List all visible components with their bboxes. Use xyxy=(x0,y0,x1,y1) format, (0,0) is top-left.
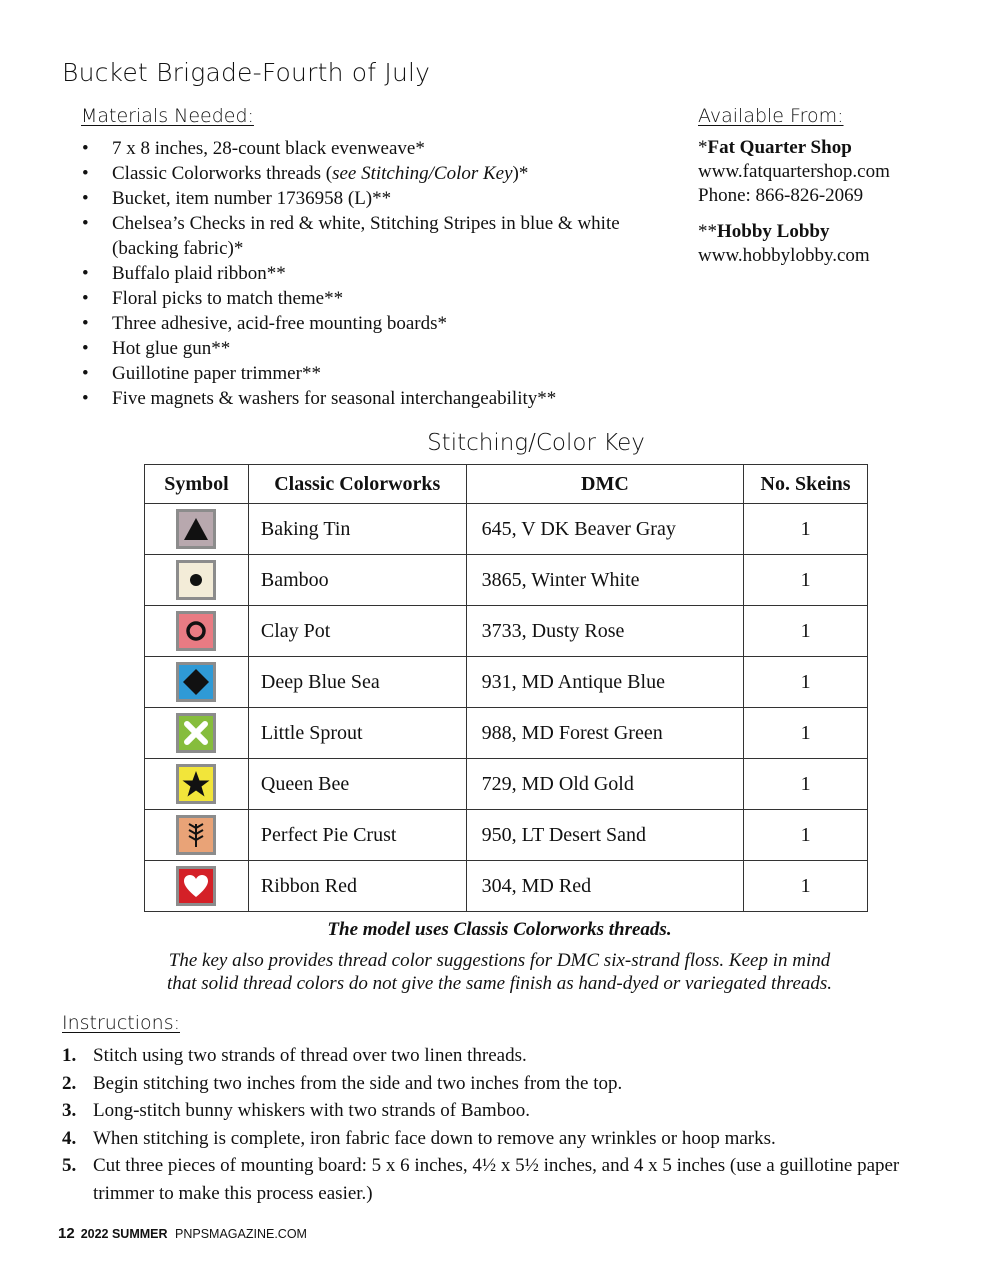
color-key-table xyxy=(144,464,868,912)
bullet-icon: • xyxy=(82,163,89,184)
dmc-color: 988, MD Forest Green xyxy=(466,708,744,759)
skein-count: 1 xyxy=(744,810,868,861)
instructions-list xyxy=(62,1042,962,1207)
bullet-icon: • xyxy=(82,188,89,209)
list-item: • Hot glue gun** xyxy=(82,338,231,359)
vendor2-url[interactable]: www.hobbylobby.com xyxy=(698,245,870,266)
list-item: • Guillotine paper trimmer** xyxy=(82,363,321,384)
dmc-color: 3733, Dusty Rose xyxy=(466,606,744,657)
list-item: • Chelsea’s Checks in red & white, Stitching Stripes in blue & white (backing fabric)* xyxy=(82,213,620,259)
thread-name: Ribbon Red xyxy=(248,861,466,912)
bullet-icon: • xyxy=(82,288,89,309)
list-item: • Floral picks to match theme** xyxy=(82,288,344,309)
skein-count: 1 xyxy=(744,657,868,708)
column-header-symbol: Symbol xyxy=(145,465,249,504)
dmc-color: 3865, Winter White xyxy=(466,555,744,606)
site-label: PNPSMAGAZINE.COM xyxy=(175,1227,307,1241)
materials-list xyxy=(82,136,682,411)
materials-item-threads: Classic Colorworks threads (see Stitching/Color Key)* xyxy=(112,163,529,184)
list-item: 5. Cut three pieces of mounting board: 5 x 6 inches, 4½ x 5½ inches, and 4 x 5 inches (use a guillotine paper trimmer to make this process easier.) xyxy=(62,1155,900,1204)
thread-name: Baking Tin xyxy=(248,504,466,555)
list-item: • Three adhesive, acid-free mounting boards* xyxy=(82,313,448,334)
list-item: • Bucket, item number 1736958 (L)** xyxy=(82,188,392,209)
table-row xyxy=(145,555,868,606)
bullet-icon: • xyxy=(82,388,89,409)
bullet-icon: • xyxy=(82,313,89,334)
materials-heading: Materials Needed: xyxy=(81,105,254,127)
thread-name: Little Sprout xyxy=(248,708,466,759)
heart-icon xyxy=(176,866,216,906)
page-title: Bucket Brigade-Fourth of July xyxy=(62,58,431,87)
issue-label: 2022 SUMMER xyxy=(80,1227,168,1241)
star-icon xyxy=(176,764,216,804)
bullet-icon: • xyxy=(82,138,89,159)
list-item: • 7 x 8 inches, 28-count black evenweave* xyxy=(82,138,425,159)
list-item xyxy=(82,161,682,186)
bullet-icon: • xyxy=(82,263,89,284)
thread-name: Queen Bee xyxy=(248,759,466,810)
vendor1-url[interactable]: www.fatquartershop.com xyxy=(698,161,890,182)
ring-icon xyxy=(176,611,216,651)
bullet-icon: • xyxy=(82,338,89,359)
model-note: The model uses Classis Colorworks threads. xyxy=(327,919,672,940)
diamond-icon xyxy=(176,662,216,702)
list-item: 4. When stitching is complete, iron fabric face down to remove any wrinkles or hoop marks. xyxy=(62,1127,776,1149)
dmc-color: 304, MD Red xyxy=(466,861,744,912)
thread-name: Deep Blue Sea xyxy=(248,657,466,708)
dmc-note xyxy=(0,949,999,995)
table-header-row xyxy=(145,465,868,504)
page-footer xyxy=(58,1225,307,1242)
skein-count: 1 xyxy=(744,759,868,810)
list-item: 3. Long-stitch bunny whiskers with two strands of Bamboo. xyxy=(62,1100,530,1121)
column-header-dmc: DMC xyxy=(466,465,744,504)
column-header-classic-colorworks: Classic Colorworks xyxy=(248,465,466,504)
vendor1-name: *Fat Quarter Shop xyxy=(698,137,852,158)
list-item: • Buffalo plaid ribbon** xyxy=(82,263,286,284)
vendor1-phone: Phone: 866-826-2069 xyxy=(698,185,864,206)
skein-count: 1 xyxy=(744,606,868,657)
column-header-skeins: No. Skeins xyxy=(744,465,868,504)
vendor-info xyxy=(698,136,890,268)
available-heading: Available From: xyxy=(698,105,844,127)
skein-count: 1 xyxy=(744,555,868,606)
dmc-color: 950, LT Desert Sand xyxy=(466,810,744,861)
skein-count: 1 xyxy=(744,504,868,555)
list-item: 1. Stitch using two strands of thread over two linen threads. xyxy=(62,1045,527,1066)
vendor2-name: **Hobby Lobby xyxy=(698,221,830,242)
table-row xyxy=(145,861,868,912)
table-row xyxy=(145,657,868,708)
triangle-icon xyxy=(176,509,216,549)
table-row xyxy=(145,810,868,861)
dmc-note-line: The key also provides thread color suggestions for DMC six-strand floss. Keep in mind xyxy=(168,950,831,971)
bullet-icon: • xyxy=(82,363,89,384)
dot-icon xyxy=(176,560,216,600)
bullet-icon: • xyxy=(82,213,89,234)
thread-name: Clay Pot xyxy=(248,606,466,657)
list-item: 2. Begin stitching two inches from the side and two inches from the top. xyxy=(62,1072,623,1094)
table-row xyxy=(145,708,868,759)
thread-name: Bamboo xyxy=(248,555,466,606)
table-row xyxy=(145,606,868,657)
dmc-color: 645, V DK Beaver Gray xyxy=(466,504,744,555)
cross-icon xyxy=(176,713,216,753)
table-row xyxy=(145,504,868,555)
wheat-icon xyxy=(176,815,216,855)
dmc-color: 931, MD Antique Blue xyxy=(466,657,744,708)
dmc-color: 729, MD Old Gold xyxy=(466,759,744,810)
dmc-note-line: that solid thread colors do not give the same finish as hand-dyed or variegated threads. xyxy=(166,973,833,994)
color-key-heading: Stitching/Color Key xyxy=(427,430,645,456)
skein-count: 1 xyxy=(744,861,868,912)
table-row xyxy=(145,759,868,810)
skein-count: 1 xyxy=(744,708,868,759)
list-item: • Five magnets & washers for seasonal interchangeability** xyxy=(82,388,557,409)
page-number: 12 xyxy=(58,1225,75,1242)
thread-name: Perfect Pie Crust xyxy=(248,810,466,861)
instructions-heading: Instructions: xyxy=(62,1012,180,1034)
